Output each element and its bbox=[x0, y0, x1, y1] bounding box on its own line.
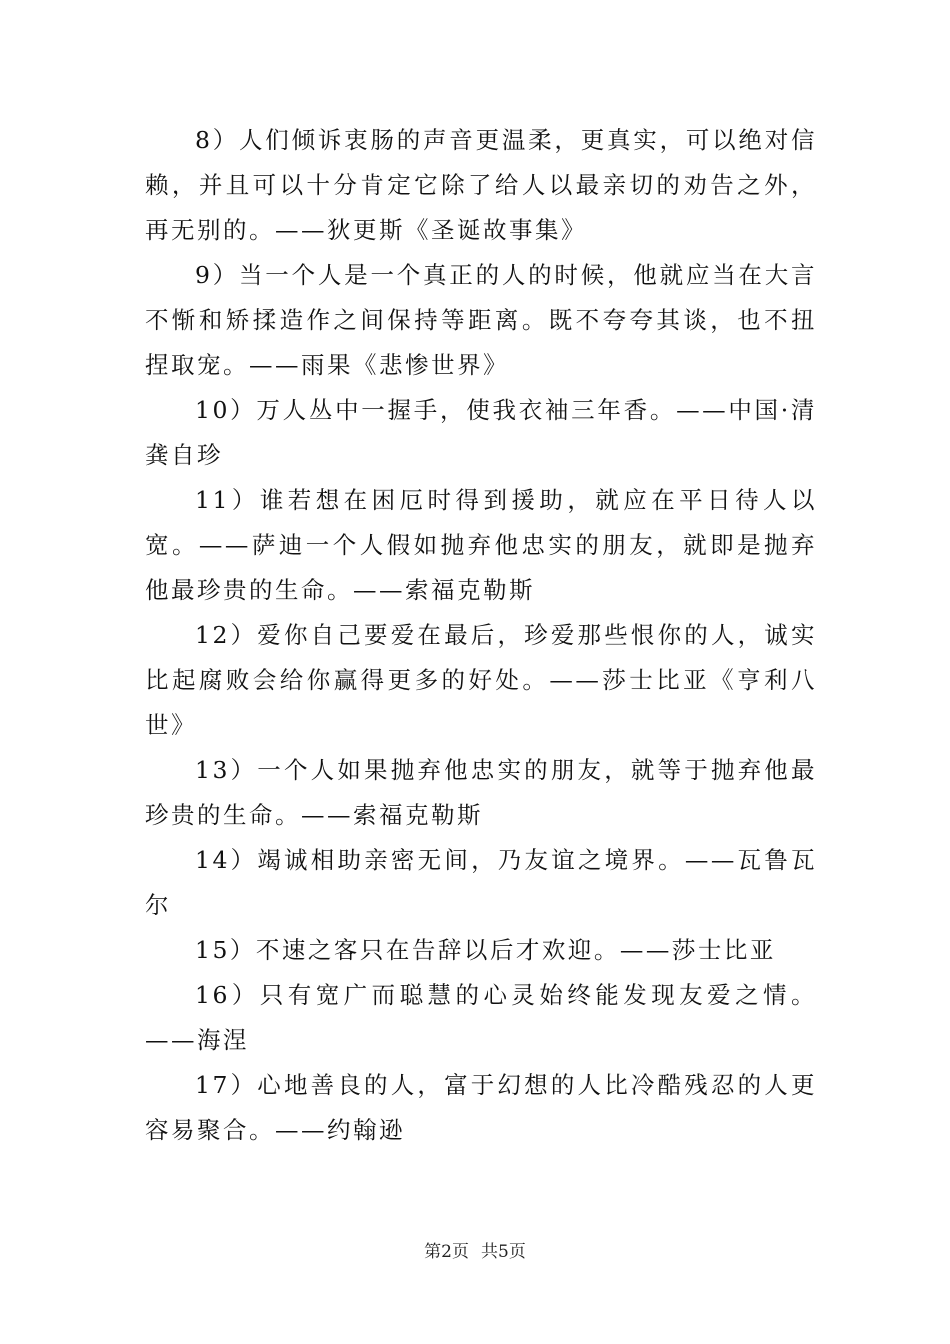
quote-paragraph-10: 10）万人丛中一握手，使我衣袖三年香。——中国·清龚自珍 bbox=[145, 396, 817, 469]
quote-paragraph-16: 16）只有宽广而聪慧的心灵始终能发现友爱之情。——海涅 bbox=[145, 981, 817, 1054]
quote-paragraph-8: 8）人们倾诉衷肠的声音更温柔，更真实，可以绝对信赖，并且可以十分肯定它除了给人以最亲切的劝告之外，再无别的。——狄更斯《圣诞故事集》 bbox=[145, 126, 817, 244]
quote-paragraph-11: 11）谁若想在困厄时得到援助，就应在平日待人以宽。——萨迪一个人假如抛弃他忠实的朋友，就即是抛弃他最珍贵的生命。——索福克勒斯 bbox=[145, 486, 817, 604]
page-footer bbox=[0, 1240, 950, 1264]
quote-paragraph-15: 15）不速之客只在告辞以后才欢迎。——莎士比亚 bbox=[195, 936, 776, 964]
quote-paragraph-12: 12）爱你自己要爱在最后，珍爱那些恨你的人，诚实比起腐败会给你赢得更多的好处。——莎士比亚《亨利八世》 bbox=[145, 621, 817, 739]
quote-paragraph-9: 9）当一个人是一个真正的人的时候，他就应当在大言不惭和矫揉造作之间保持等距离。既不夸夸其谈，也不扭捏取宠。——雨果《悲惨世界》 bbox=[145, 261, 817, 379]
page-number-current: 第2页 bbox=[424, 1242, 469, 1262]
quote-paragraph-13: 13）一个人如果抛弃他忠实的朋友，就等于抛弃他最珍贵的生命。——索福克勒斯 bbox=[145, 756, 817, 829]
page-number-total: 共5页 bbox=[481, 1242, 526, 1262]
quote-paragraph-17: 17）心地善良的人，富于幻想的人比冷酷残忍的人更容易聚合。——约翰逊 bbox=[145, 1071, 817, 1144]
quote-paragraph-14: 14）竭诚相助亲密无间，乃友谊之境界。——瓦鲁瓦尔 bbox=[145, 846, 817, 919]
document-body bbox=[145, 118, 817, 1153]
